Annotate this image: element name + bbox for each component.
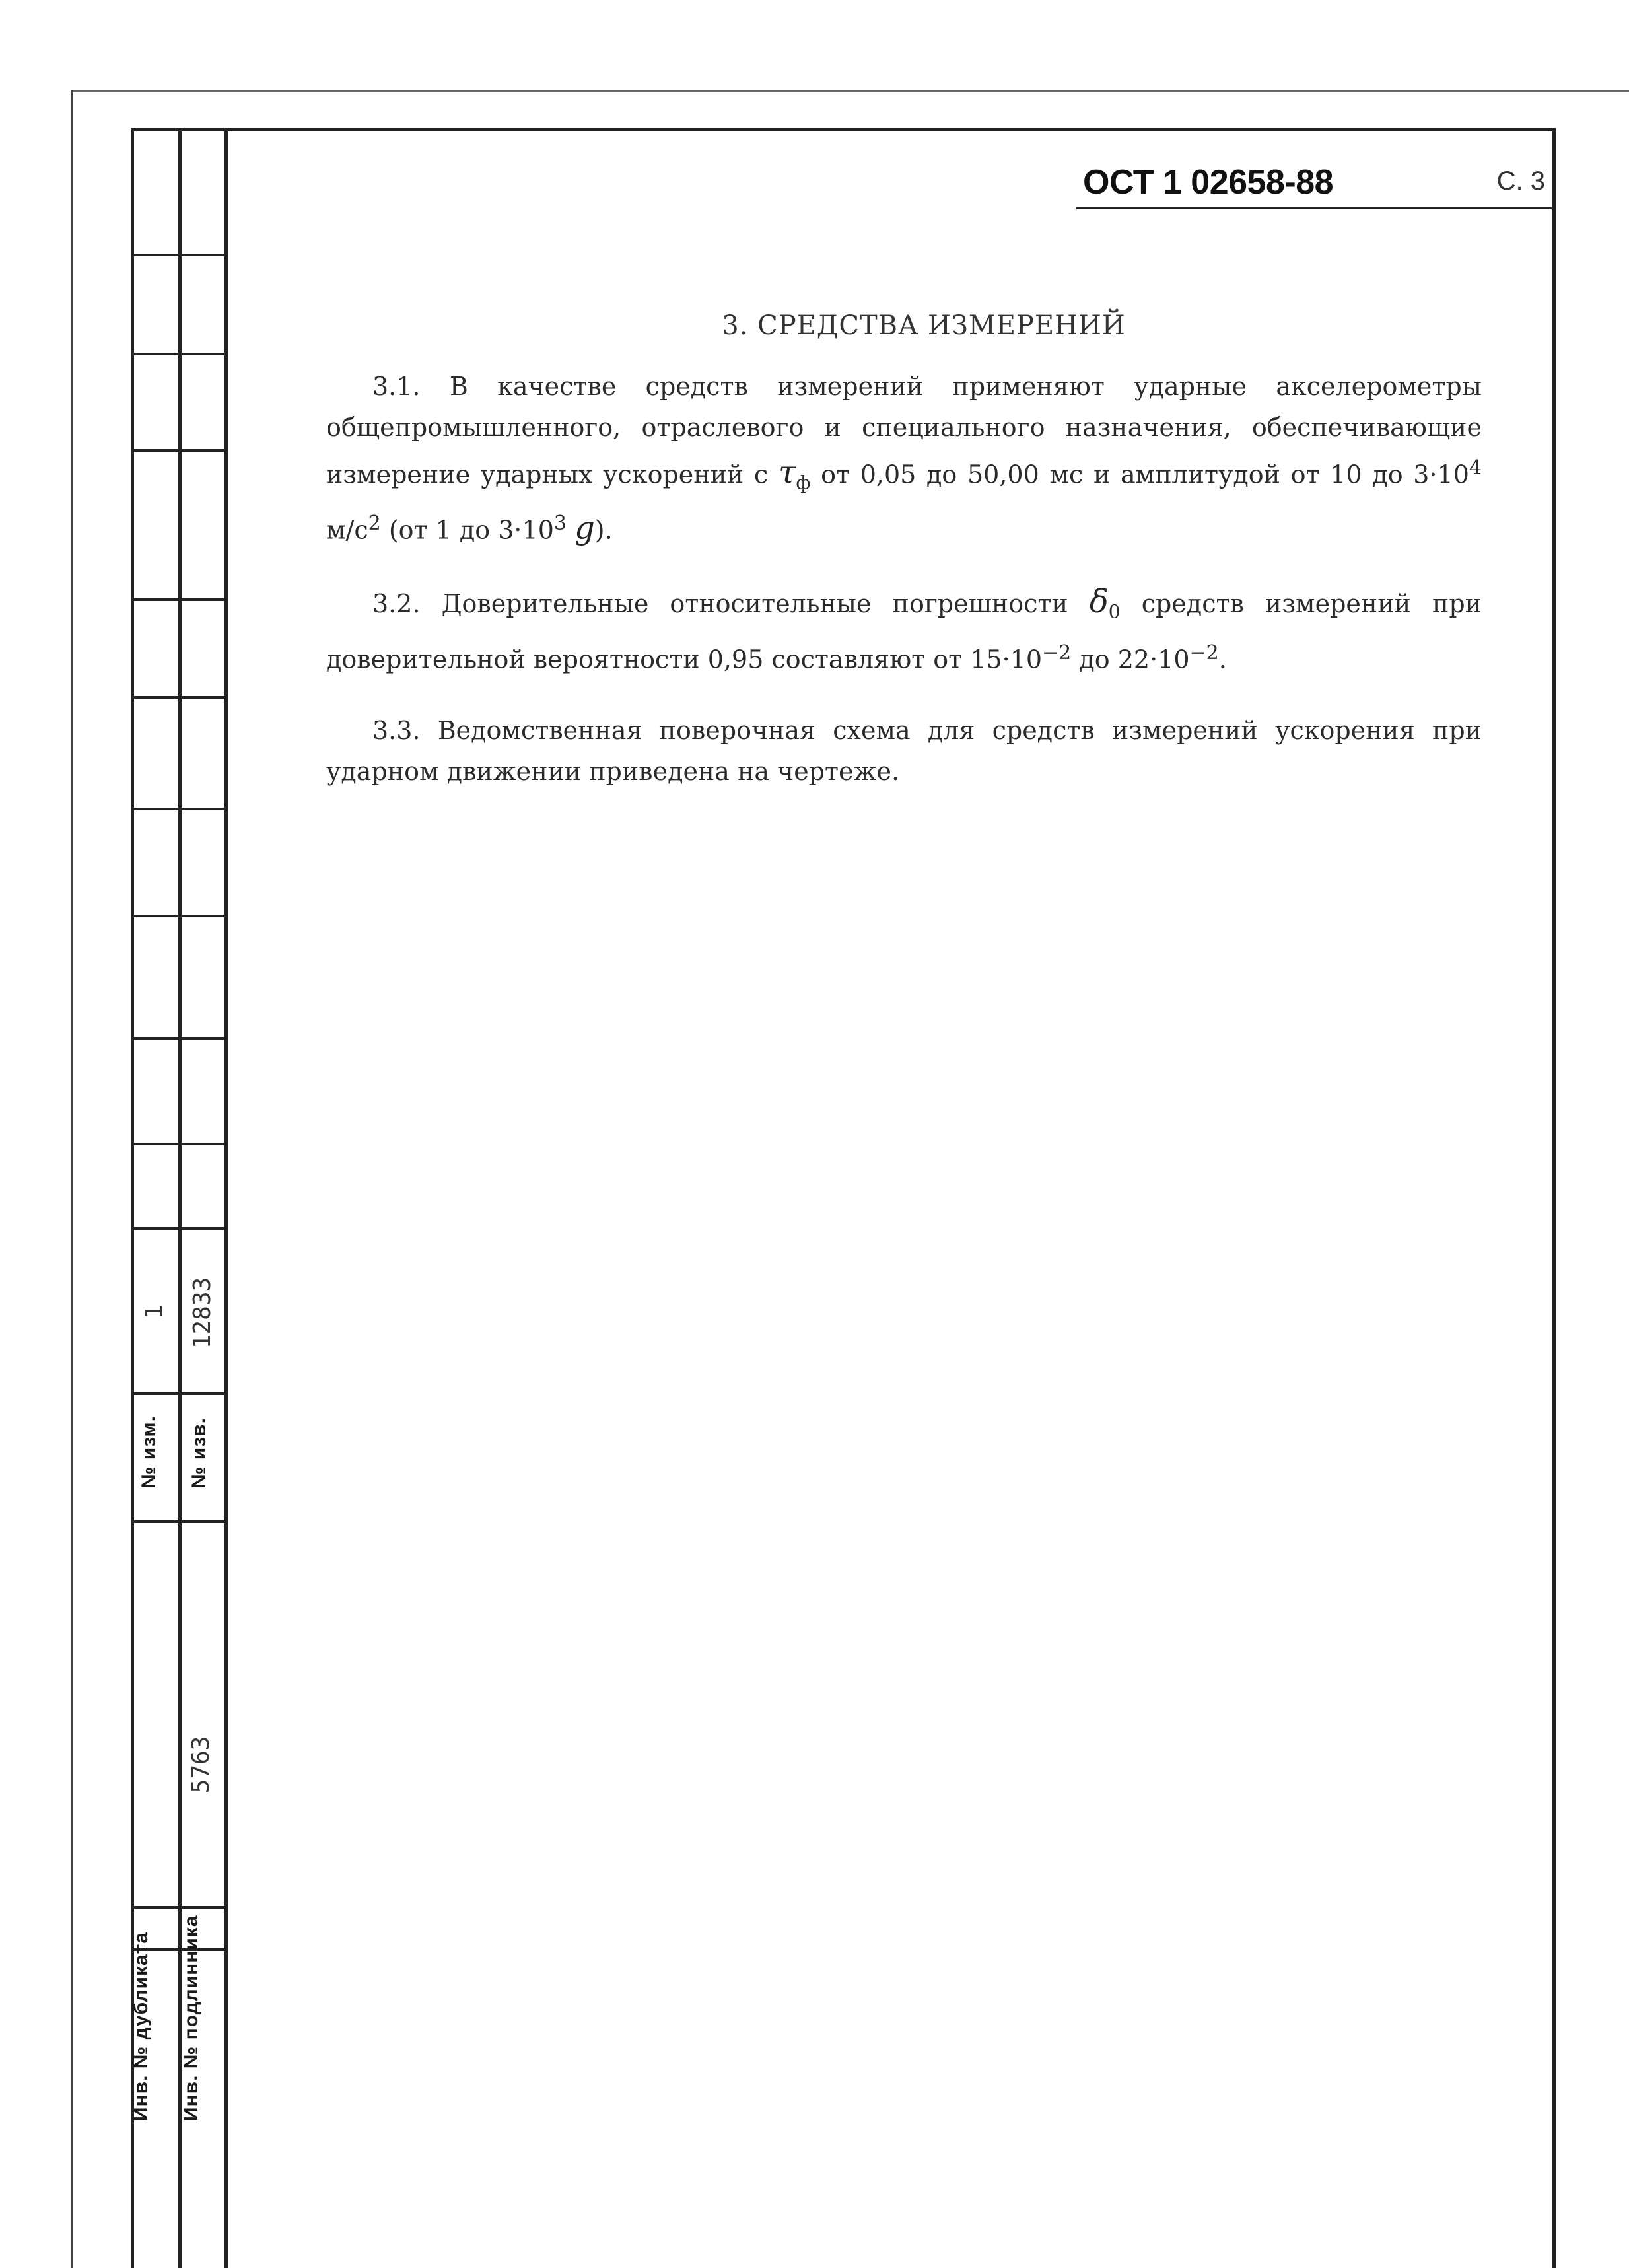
paragraph-3-3	[326, 710, 1482, 792]
document-body	[326, 310, 1482, 822]
margin-row-divider	[131, 254, 228, 256]
original-inventory-value: 5763	[188, 1736, 215, 1794]
margin-row-divider	[131, 1037, 228, 1040]
paragraph-number: 3.3.	[372, 716, 421, 746]
paragraph-text: В качестве средств измерений применяют ударные акселерометры общепромышленного, отраслевого и специального назначения, обеспечивающие измерение ударных ускорений с	[326, 372, 1482, 489]
exponent: 3	[553, 512, 567, 536]
page-number: С. 3	[1496, 166, 1545, 195]
paragraph-text: ).	[594, 515, 613, 545]
margin-row-divider	[131, 1906, 228, 1909]
paragraph-text: от 0,05 до 50,00 мс и амплитудой от 10 до 3·10	[821, 460, 1469, 489]
frame-outer-top-line	[73, 90, 1629, 92]
tau-subscript: ф	[796, 472, 811, 494]
original-inventory-label: Инв. № подлинника	[180, 1915, 202, 2121]
margin-row-divider	[131, 696, 228, 699]
paragraph-text: .	[1218, 645, 1227, 674]
margin-row-divider	[131, 808, 228, 810]
tau-symbol: τ	[778, 454, 796, 491]
frame-right-border	[1552, 128, 1556, 2268]
g-symbol: g	[574, 509, 595, 547]
frame-outer-left-line	[71, 90, 73, 2268]
paragraph-text: средств измерений при доверительной вероятности 0,95 составляют от 15·10	[326, 588, 1482, 674]
margin-row-divider	[131, 353, 228, 355]
document-code: ОСТ 1 02658-88	[1083, 163, 1334, 201]
exponent: −2	[1042, 641, 1072, 664]
paragraph-3-2	[326, 581, 1482, 680]
section-title: 3. СРЕДСТВА ИЗМЕРЕНИЙ	[722, 310, 1126, 341]
duplicate-inventory-label: Инв. № дубликата	[130, 1931, 152, 2121]
document-header	[1076, 162, 1552, 209]
revision-number-value: 1	[141, 1304, 168, 1319]
margin-row-divider	[131, 1227, 228, 1230]
notice-number-value: 12833	[189, 1277, 216, 1349]
paragraph-number: 3.1.	[372, 372, 421, 401]
margin-row-divider	[131, 1520, 228, 1523]
margin-row-divider	[131, 1143, 228, 1145]
margin-row-divider	[131, 598, 228, 601]
delta-subscript: 0	[1108, 600, 1121, 623]
frame-top-border	[131, 128, 1554, 131]
margin-row-divider	[131, 915, 228, 917]
notice-number-label: № изв.	[188, 1417, 210, 1489]
margin-row-divider	[131, 449, 228, 452]
revision-number-label: № изм.	[138, 1415, 160, 1489]
exponent: 4	[1469, 456, 1482, 479]
paragraph-text: Доверительные относительные погрешности	[441, 588, 1068, 618]
paragraph-number: 3.2.	[372, 588, 421, 618]
exponent: −2	[1189, 641, 1219, 664]
delta-symbol: δ	[1089, 583, 1109, 620]
exponent: 2	[368, 512, 381, 536]
paragraph-3-1	[326, 366, 1482, 551]
unit-text: м/с	[326, 515, 368, 545]
paragraph-text: (от 1 до 3·10	[388, 515, 554, 545]
paragraph-text: Ведомственная поверочная схема для средств измерений ускорения при ударном движении приведена на чертеже.	[326, 716, 1482, 787]
paragraph-text: до 22·10	[1079, 645, 1190, 674]
